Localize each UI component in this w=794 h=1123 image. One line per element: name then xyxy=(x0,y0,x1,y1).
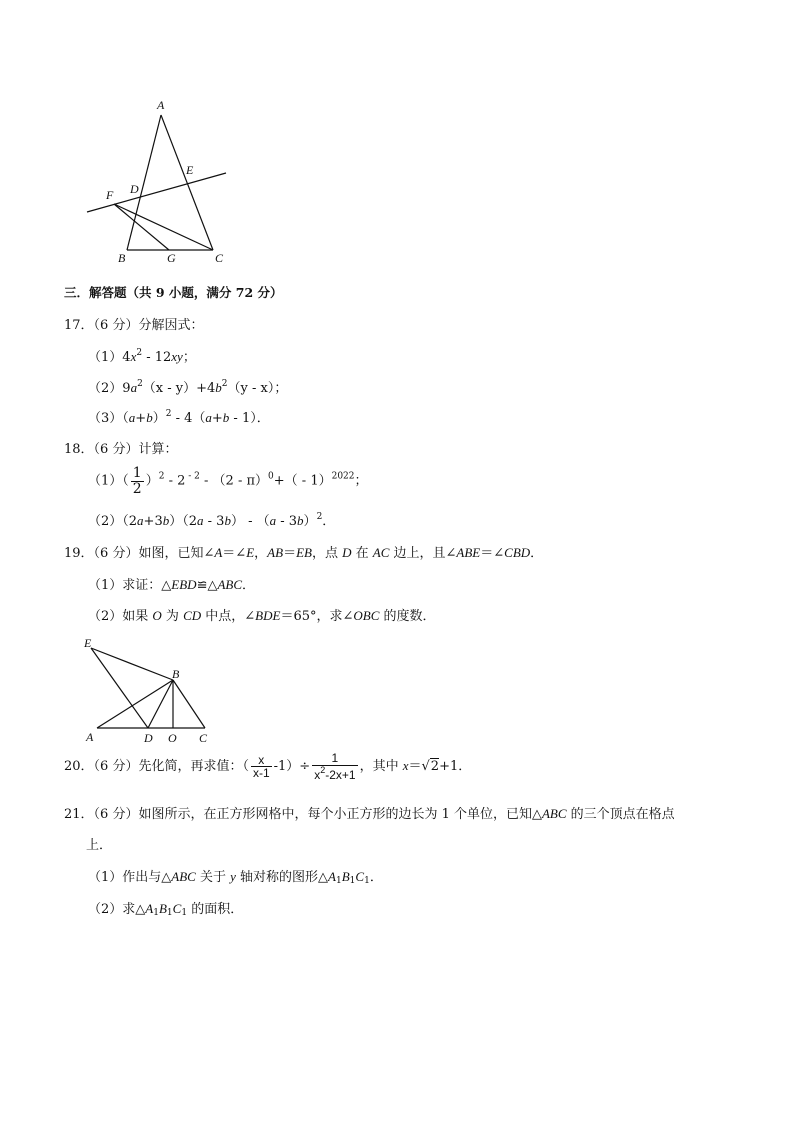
q20-line: 20．（6 分）先化简，再求值：（ $\frac{x}{x-1}$ -1）÷ $\frac{1}{x^2-2x+1}$ ，其中 x＝√2+1． xyxy=(64,751,472,782)
fig2-label-e: E xyxy=(84,636,92,650)
q21-part1: （1）作出与△ABC 关于 y 轴对称的图形$\triangle A_1B_1C_1$． xyxy=(88,869,383,886)
q18-part1: （1）（ $\frac{1}{2}$ ）$^2$ - 2 $^{- 2}$ - （2 - π）$^0$+（ - 1）$^{2022}$； xyxy=(88,465,368,497)
q17-part3: $(3)(a+b)^2 - 4(a+b - 1)$． xyxy=(88,409,270,426)
fraction-one-half: $\frac{1}{2}$ xyxy=(132,465,142,497)
fig2-label-b: B xyxy=(172,667,180,681)
fraction-x-over-x-minus-1: $\frac{x}{x-1}$ xyxy=(252,752,270,781)
q18-part2: （2）（2a+3b）（2a - 3b） - （a - 3b）$^2$． xyxy=(88,512,336,529)
fig1-label-c: C xyxy=(215,251,224,265)
segment-ab xyxy=(97,680,173,728)
q17-head: 17．（6 分）分解因式： xyxy=(64,318,204,333)
segment-bc xyxy=(173,680,205,728)
fig1-label-f: F xyxy=(106,188,114,202)
q21-line2: 上． xyxy=(86,838,113,853)
q17-part2: $(2)9a^2(x - y)+4b^2(y - x)$； xyxy=(88,379,288,396)
figure-2-triangle xyxy=(80,635,215,735)
q17-part1: $(1)4x^2 - 12xy$； xyxy=(88,348,196,365)
q21-line1: 21．（6 分）如图所示，在正方形网格中，每个小正方形的边长为 1 个单位，已知△ABC 的三个顶点在格点 xyxy=(64,806,675,822)
fraction-1-over-quadratic: $\frac{1}{x^2-2x+1}$ xyxy=(314,751,356,782)
q19-part2: （2）如果 O 为 CD 中点，∠BDE＝65°，求∠OBC 的度数． xyxy=(88,608,436,624)
section-3-title: 三．解答题（共 9 小题，满分 72 分） xyxy=(64,285,283,300)
segment-ed xyxy=(91,648,148,728)
segment-eb xyxy=(91,648,173,680)
fig1-label-d: D xyxy=(130,182,139,196)
fig2-label-a: A xyxy=(86,730,94,744)
fig1-label-a: A xyxy=(157,98,165,112)
fig2-label-d: D xyxy=(144,731,153,745)
figure-1-triangle xyxy=(80,95,240,270)
q18-head: 18．（6 分）计算： xyxy=(64,442,178,457)
fig1-label-e: E xyxy=(186,163,194,177)
fig1-label-g: G xyxy=(167,251,176,265)
fig1-label-b: B xyxy=(118,251,126,265)
fig2-label-c: C xyxy=(199,731,208,745)
segment-fg xyxy=(114,204,169,250)
q21-part2: （2）求$\triangle A_1B_1C_1$ 的面积． xyxy=(88,901,244,918)
q19-part1: （1）求证：△EBD≌△ABC． xyxy=(88,577,256,593)
fig2-label-o: O xyxy=(168,731,177,745)
q19-head: 19．（6 分）如图，已知∠A＝∠E，AB＝EB，点 D 在 AC 边上，且∠ABE＝∠CBD． xyxy=(64,545,544,561)
